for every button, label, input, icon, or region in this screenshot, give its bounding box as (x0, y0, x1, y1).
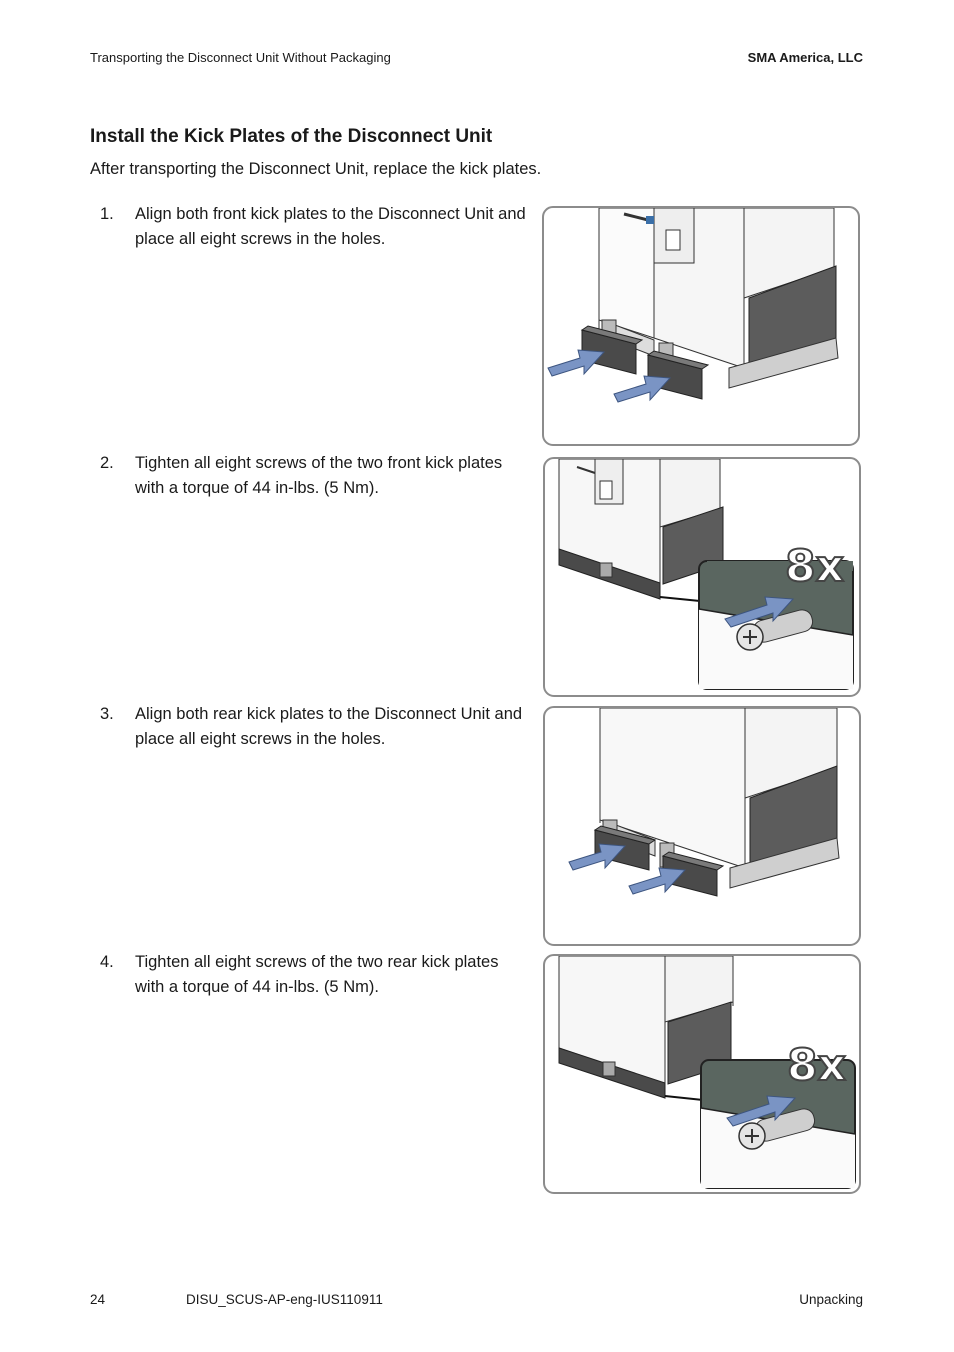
step-text (135, 702, 545, 752)
figure-front-tighten (543, 457, 861, 697)
step-number: 1. (100, 205, 114, 223)
figure-front-align (542, 206, 860, 446)
screw-count-label: 8x (785, 541, 844, 592)
step-text-line: place all eight screws in the holes. (135, 730, 386, 748)
section-intro: After transporting the Disconnect Unit, replace the kick plates. (90, 160, 542, 178)
step-text (135, 950, 545, 1000)
step-text (135, 202, 545, 252)
figure-rear-align (543, 706, 861, 946)
step-number: 2. (100, 454, 114, 472)
step-text (135, 451, 545, 501)
screw-count-label: 8x (787, 1040, 846, 1091)
step-text-line: with a torque of 44 in-lbs. (5 Nm). (135, 479, 379, 497)
step-text-line: place all eight screws in the holes. (135, 230, 386, 248)
footer-chapter: Unpacking (799, 1292, 863, 1307)
header-left: Transporting the Disconnect Unit Without Packaging (90, 50, 391, 65)
step-number: 4. (100, 953, 114, 971)
step-text-line: Tighten all eight screws of the two front kick plates (135, 454, 503, 472)
step-text-line: Tighten all eight screws of the two rear kick plates (135, 953, 499, 971)
step-text-line: Align both rear kick plates to the Disconnect Unit and (135, 705, 523, 723)
figure-rear-tighten (543, 954, 861, 1194)
step-text-line: Align both front kick plates to the Disconnect Unit and (135, 205, 526, 223)
step-number: 3. (100, 705, 114, 723)
step-text-line: with a torque of 44 in-lbs. (5 Nm). (135, 978, 379, 996)
footer-doc-id: DISU_SCUS-AP-eng-IUS110911 (186, 1292, 383, 1307)
footer-page-number: 24 (90, 1292, 106, 1307)
header-right: SMA America, LLC (747, 50, 863, 65)
section-title: Install the Kick Plates of the Disconnect Unit (90, 126, 493, 147)
